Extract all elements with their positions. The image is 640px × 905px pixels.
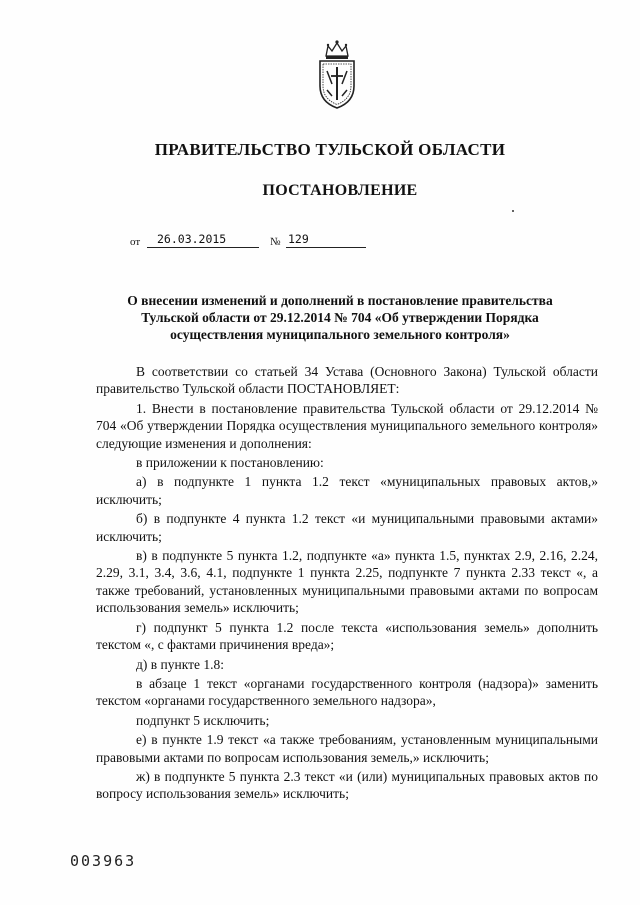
scan-speck (512, 210, 514, 212)
subject-line: осуществления муниципального земельного контроля» (170, 327, 510, 342)
document-number: 129 (286, 232, 366, 248)
date-prefix: от (130, 236, 141, 248)
paragraph-subitem-b: б) в подпункте 4 пункта 1.2 текст «и муниципальными правовыми актами» исключить; (96, 511, 598, 544)
subject-line: Тульской области от 29.12.2014 № 704 «Об утверждении Порядка (141, 310, 539, 325)
date-number-line (130, 232, 390, 252)
paragraph-subitem-g: г) подпункт 5 пункта 1.2 после текста «использования земель» дополнить текстом «, с фактами причинения вреда»; (96, 619, 598, 653)
document-date: 26.03.2015 (147, 232, 259, 248)
paragraph-subitem-v: в) в подпункте 5 пункта 1.2, подпункте «а» пункта 1.5, пунктах 2.9, 2.16, 2.24, 2.29, 3.1, 3.4, 3.6, 4.1, подпункте 1 пункта 2.25, подпункте 7 пункта 2.33 текст «, а также требований, установленных муниципальными правовыми актами по вопросам использования земель» исключить; (96, 548, 598, 616)
paragraph-subitem-e: е) в пункте 1.9 текст «а также требованиям, установленным муниципальными правовыми актами по вопросам использования земель,» исключить; (96, 732, 598, 765)
document-type-heading: ПОСТАНОВЛЕНИЕ (262, 182, 418, 199)
paragraph-subitem-d-podpunkt: подпункт 5 исключить; (136, 712, 270, 728)
subject-line: О внесении изменений и дополнений в постановление правительства (127, 293, 553, 308)
serial-number-stamp: 003963 (70, 852, 137, 870)
paragraph-subitem-zh: ж) в подпункте 5 пункта 2.3 текст «и (или) муниципальных правовых актов по вопросу использования земель» исключить; (96, 768, 598, 802)
paragraph-subitem-d-abzac: в абзаце 1 текст «органами государственного контроля (надзора)» заменить текстом «органами государственного земельного надзора», (96, 675, 598, 709)
organization-title: ПРАВИТЕЛЬСТВО ТУЛЬСКОЙ ОБЛАСТИ (154, 140, 506, 159)
paragraph-item-1: 1. Внести в постановление правительства Тульской области от 29.12.2014 № 704 «Об утверждении Порядка осуществления муниципального земельного контроля» следующие изменения и дополнения: (96, 400, 598, 451)
paragraph-preamble: В соответствии со статьей 34 Устава (Основного Закона) Тульской области правительство Тульской области ПОСТАНОВЛЯЕТ: (96, 364, 598, 397)
paragraph-annex: в приложении к постановлению: (136, 455, 324, 471)
document-body (96, 363, 598, 805)
document-subject (90, 292, 590, 343)
tula-coat-of-arms-icon (312, 38, 362, 110)
paragraph-subitem-a: а) в подпункте 1 пункта 1.2 текст «муниципальных правовых актов,» исключить; (96, 474, 598, 507)
paragraph-subitem-d: д) в пункте 1.8: (136, 656, 224, 672)
number-prefix: № (270, 236, 281, 248)
